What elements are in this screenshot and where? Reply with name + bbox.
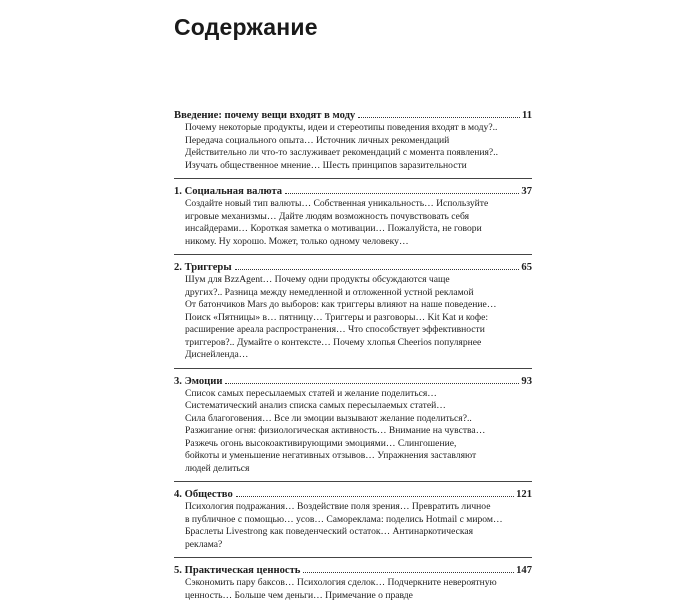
toc-entry-subtopics bbox=[174, 577, 532, 602]
subtopic-line: бойкоты и уменьшение негативных отзывов… Упражнения заставляют bbox=[185, 450, 477, 461]
subtopic-line: Психология подражания… Воздействие поля зрения… Превратить личное bbox=[185, 501, 491, 512]
toc-entry bbox=[174, 109, 532, 172]
section-divider bbox=[174, 368, 532, 369]
subtopic-line: Поиск «Пятницы» в… пятницу… Триггеры и разговоры… Kit Kat и кофе: bbox=[185, 311, 488, 323]
dot-leader bbox=[358, 117, 520, 118]
subtopic-line: Изучать общественное мнение… Шесть принципов заразительности bbox=[185, 159, 467, 171]
subtopic-line: в публичное с помощью… усов… Самореклама: поделись Hotmail с миром… bbox=[185, 513, 503, 525]
section-divider bbox=[174, 178, 532, 179]
section-divider bbox=[174, 557, 532, 558]
subtopic-line: Передача социального опыта… Источник личных рекомендаций bbox=[185, 134, 450, 146]
toc-entry-heading[interactable] bbox=[174, 375, 532, 388]
dot-leader bbox=[285, 193, 519, 194]
toc-entry-subtopics bbox=[174, 198, 532, 248]
toc-entry-title: Введение: почему вещи входят в моду bbox=[174, 110, 356, 121]
toc-page-number: 121 bbox=[516, 489, 532, 500]
toc-page-number: 65 bbox=[521, 262, 532, 273]
dot-leader bbox=[225, 383, 519, 384]
subtopic-line: триггеров?.. Думайте о контексте… Почему хлопья Cheerios популярнее bbox=[185, 336, 482, 348]
toc-entry bbox=[174, 185, 532, 248]
toc-entry-heading[interactable] bbox=[174, 261, 532, 274]
dot-leader bbox=[235, 269, 520, 270]
subtopic-line: игровые механизмы… Дайте людям возможность почувствовать себя bbox=[185, 210, 469, 222]
subtopic-line: Разжечь огонь высокоактивирующими эмоциями… Слингошение, bbox=[185, 437, 457, 449]
subtopic-line: Систематический анализ списка самых пересылаемых статей… bbox=[185, 400, 446, 411]
toc-entry-subtopics bbox=[174, 122, 532, 172]
toc-entry-title: 1. Социальная валюта bbox=[174, 186, 283, 197]
subtopic-line: Действительно ли что-то заслуживает рекомендаций с момента появления?.. bbox=[185, 147, 498, 158]
toc-page-number: 93 bbox=[521, 375, 532, 387]
subtopic-line: От батончиков Mars до выборов: как триггеры влияют на наше поведение… bbox=[185, 299, 497, 310]
toc-page-number: 11 bbox=[521, 110, 532, 121]
dot-leader bbox=[236, 496, 514, 497]
subtopic-line: Список самых пересылаемых статей и желание поделиться… bbox=[185, 387, 437, 399]
toc-page-number: 147 bbox=[516, 565, 532, 576]
toc-entry-subtopics bbox=[174, 501, 532, 551]
subtopic-line: людей делиться bbox=[185, 462, 250, 474]
toc-entry-title: 4. Общество bbox=[174, 489, 233, 500]
section-divider bbox=[174, 254, 532, 255]
toc-entry-heading[interactable] bbox=[174, 488, 532, 501]
toc-entry-title: 3. Эмоции bbox=[174, 375, 223, 387]
subtopic-line: Сила благоговения… Все ли эмоции вызывают желание поделиться?.. bbox=[185, 412, 472, 424]
subtopic-line: Браслеты Livestrong как поведенческий остаток… Антинаркотическая bbox=[185, 526, 474, 537]
toc-entry bbox=[174, 375, 532, 476]
toc-entry-title: 5. Практическая ценность bbox=[174, 565, 301, 576]
toc-entry-subtopics bbox=[174, 388, 532, 476]
table-of-contents bbox=[174, 109, 532, 607]
toc-entry bbox=[174, 488, 532, 551]
subtopic-line: никому. Ну хорошо. Может, только одному человеку… bbox=[185, 235, 409, 247]
toc-entry-heading[interactable] bbox=[174, 564, 532, 577]
toc-entry bbox=[174, 564, 532, 602]
subtopic-line: реклама? bbox=[185, 538, 223, 550]
subtopic-line: Почему некоторые продукты, идеи и стереотипы поведения входят в моду?.. bbox=[185, 122, 498, 133]
subtopic-line: Создайте новый тип валюты… Собственная уникальность… Используйте bbox=[185, 198, 489, 209]
toc-entry-title: 2. Триггеры bbox=[174, 262, 232, 273]
toc-entry-heading[interactable] bbox=[174, 109, 532, 122]
dot-leader bbox=[303, 572, 514, 573]
subtopic-line: Шум для BzzAgent… Почему одни продукты обсуждаются чаще bbox=[185, 274, 450, 285]
subtopic-line: Сэкономить пару баксов… Психология сделок… Подчеркните невероятную bbox=[185, 577, 497, 588]
subtopic-line: Диснейленда… bbox=[185, 349, 249, 360]
toc-page-number: 37 bbox=[521, 186, 532, 197]
page-title: Содержание bbox=[174, 14, 318, 40]
subtopic-line: Разжигание огня: физиологическая активность… Внимание на чувства… bbox=[185, 425, 486, 436]
toc-entry bbox=[174, 261, 532, 362]
subtopic-line: расширение ареала распространения… Что способствует эффективности bbox=[185, 324, 485, 335]
toc-entry-heading[interactable] bbox=[174, 185, 532, 198]
section-divider bbox=[174, 481, 532, 482]
toc-entry-subtopics bbox=[174, 274, 532, 362]
subtopic-line: инсайдерами… Короткая заметка о мотивации… Пожалуйста, не говори bbox=[185, 223, 482, 234]
subtopic-line: ценность… Больше чем деньги… Примечание о правде bbox=[185, 589, 413, 601]
subtopic-line: других?.. Разница между немедленной и отложенной устной рекламой bbox=[185, 286, 474, 298]
